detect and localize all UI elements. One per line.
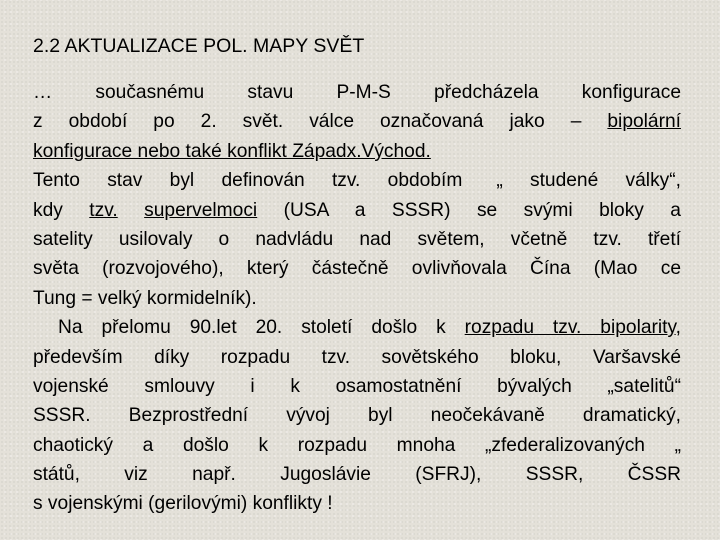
text-line: satelity usilovaly o nadvládu nad světem, včetně tzv. třetí <box>33 228 681 250</box>
text-segment: Tento stav byl definován tzv. obdobím <box>33 170 463 192</box>
term-supervelmoci: supervelmoci <box>144 199 258 221</box>
text-line: především díky rozpadu tzv. sovětského bloku, Varšavské <box>33 346 681 368</box>
text-line: s vojenskými (gerilovými) konflikty ! <box>33 493 333 515</box>
term-konflikt-zapad-vychod: konfigurace nebo také konflikt Západx.Východ. <box>33 140 431 162</box>
text-line <box>33 196 681 225</box>
text-segment: kdy <box>33 199 90 221</box>
slide-title: 2.2 AKTUALIZACE POL. MAPY SVĚT <box>33 35 365 57</box>
text-segment: „ studené války“, <box>496 170 681 192</box>
text-segment <box>118 200 144 221</box>
text-line <box>33 137 681 166</box>
text-line <box>33 107 681 136</box>
text-line: vojenské smlouvy i k osamostatnění bývalých „satelitů“ <box>33 375 681 397</box>
term-tzv: tzv. <box>89 199 118 221</box>
text-line: SSSR. Bezprostřední vývoj byl neočekávaně dramatický, <box>33 405 681 427</box>
text-line: států, viz např. Jugoslávie (SFRJ), SSSR, ČSSR <box>33 464 681 486</box>
text-segment: , <box>675 317 681 339</box>
text-line <box>33 313 681 342</box>
body-text <box>33 78 681 519</box>
term-bipolarni: bipolární <box>607 111 681 133</box>
paragraph-bipolarity-collapse <box>33 313 681 519</box>
text-line: chaotický a došlo k rozpadu mnoha „zfederalizovaných „ <box>33 434 681 456</box>
term-rozpad-bipolarity: rozpadu tzv. bipolarity <box>464 317 676 339</box>
paragraph-bipolar-configuration <box>33 78 681 313</box>
text-segment: Na přelomu 90.let 20. století došlo k <box>58 317 465 339</box>
text-segment: z období po 2. svět. válce označovaná jako – <box>33 111 608 133</box>
text-line <box>33 166 681 195</box>
text-line: světa (rozvojového), který částečně ovlivňovala Čína (Mao ce <box>33 258 681 280</box>
text-line: Tung = velký kormidelník). <box>33 287 257 309</box>
text-line: … současnému stavu P-M-S předcházela konfigurace <box>33 82 681 103</box>
text-segment: (USA a SSSR) se svými bloky a <box>257 199 681 221</box>
